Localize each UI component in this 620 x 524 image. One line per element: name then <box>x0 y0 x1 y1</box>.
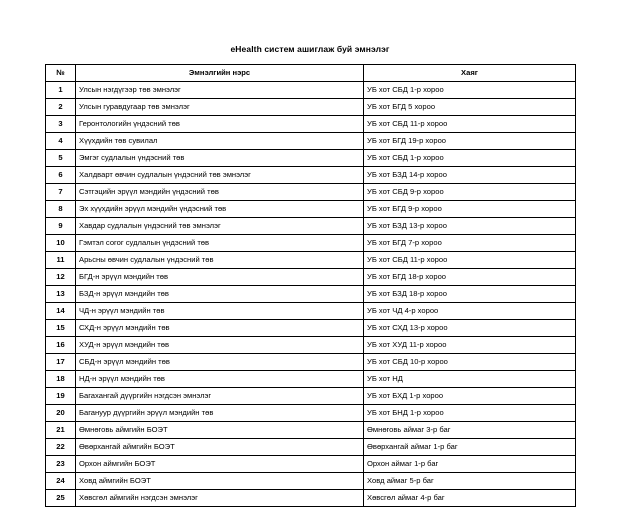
cell-number: 3 <box>46 116 76 133</box>
cell-address: УБ хот БГД 5 хороо <box>364 99 576 116</box>
cell-number: 5 <box>46 150 76 167</box>
cell-address: УБ хот БГД 19-р хороо <box>364 133 576 150</box>
cell-address: УБ хот БЗД 14-р хороо <box>364 167 576 184</box>
cell-number: 10 <box>46 235 76 252</box>
cell-number: 21 <box>46 422 76 439</box>
cell-address: УБ хот СБД 1-р хороо <box>364 150 576 167</box>
cell-address: УБ хот СБД 9-р хороо <box>364 184 576 201</box>
cell-hospital-name: Улсын гуравдугаар төв эмнэлэг <box>76 99 364 116</box>
cell-hospital-name: ЧД-н эрүүл мэндийн төв <box>76 303 364 320</box>
cell-number: 6 <box>46 167 76 184</box>
table-row <box>46 371 576 388</box>
table-row <box>46 167 576 184</box>
cell-hospital-name: Хөвсгөл аймгийн нэгдсэн эмнэлэг <box>76 490 364 507</box>
cell-number: 12 <box>46 269 76 286</box>
table-row <box>46 388 576 405</box>
cell-address: УБ хот ЧД 4-р хороо <box>364 303 576 320</box>
cell-address: УБ хот СБД 10-р хороо <box>364 354 576 371</box>
cell-address: Өмнөговь аймаг 3-р баг <box>364 422 576 439</box>
cell-hospital-name: СХД-н эрүүл мэндийн төв <box>76 320 364 337</box>
table-row <box>46 184 576 201</box>
cell-hospital-name: Халдварт өвчин судлалын үндэсний төв эмнэлэг <box>76 167 364 184</box>
document-page <box>0 44 620 524</box>
cell-number: 23 <box>46 456 76 473</box>
cell-address: Хөвсгөл аймаг 4-р баг <box>364 490 576 507</box>
cell-address: УБ хот СБД 11-р хороо <box>364 116 576 133</box>
cell-address: Ховд аймаг 5-р баг <box>364 473 576 490</box>
table-row <box>46 116 576 133</box>
cell-number: 18 <box>46 371 76 388</box>
table-header-row <box>46 65 576 82</box>
cell-hospital-name: Эх хүүхдийн эрүүл мэндийн үндэсний төв <box>76 201 364 218</box>
cell-number: 20 <box>46 405 76 422</box>
cell-number: 9 <box>46 218 76 235</box>
cell-hospital-name: БГД-н эрүүл мэндийн төв <box>76 269 364 286</box>
table-row <box>46 286 576 303</box>
cell-hospital-name: Эмгэг судлалын үндэсний төв <box>76 150 364 167</box>
cell-hospital-name: Орхон аймгийн БОЭТ <box>76 456 364 473</box>
column-header-address: Хаяг <box>364 65 576 82</box>
table-row <box>46 456 576 473</box>
cell-hospital-name: Геронтологийн үндэсний төв <box>76 116 364 133</box>
cell-number: 8 <box>46 201 76 218</box>
cell-hospital-name: Сэтгэцийн эрүүл мэндийн үндэсний төв <box>76 184 364 201</box>
cell-hospital-name: Багахангай дүүргийн нэгдсэн эмнэлэг <box>76 388 364 405</box>
cell-number: 22 <box>46 439 76 456</box>
hospital-table-container <box>45 64 575 507</box>
cell-address: УБ хот СБД 1-р хороо <box>364 82 576 99</box>
page-title: eHealth систем ашиглаж буй эмнэлэг <box>230 44 390 54</box>
cell-number: 14 <box>46 303 76 320</box>
table-row <box>46 473 576 490</box>
cell-number: 15 <box>46 320 76 337</box>
cell-address: УБ хот СХД 13-р хороо <box>364 320 576 337</box>
cell-hospital-name: Өвөрхангай аймгийн БОЭТ <box>76 439 364 456</box>
cell-number: 25 <box>46 490 76 507</box>
table-header <box>46 65 576 82</box>
cell-address: УБ хот БЗД 13-р хороо <box>364 218 576 235</box>
cell-hospital-name: БЗД-н эрүүл мэндийн төв <box>76 286 364 303</box>
table-body <box>46 82 576 507</box>
cell-hospital-name: Багануур дүүргийн эрүүл мэндийн төв <box>76 405 364 422</box>
cell-number: 19 <box>46 388 76 405</box>
cell-number: 11 <box>46 252 76 269</box>
table-row <box>46 133 576 150</box>
cell-number: 2 <box>46 99 76 116</box>
cell-number: 1 <box>46 82 76 99</box>
cell-number: 17 <box>46 354 76 371</box>
cell-hospital-name: Хавдар судлалын үндэсний төв эмнэлэг <box>76 218 364 235</box>
cell-address: УБ хот НД <box>364 371 576 388</box>
cell-hospital-name: ХУД-н эрүүл мэндийн төв <box>76 337 364 354</box>
table-row <box>46 150 576 167</box>
cell-hospital-name: Гэмтэл согог судлалын үндэсний төв <box>76 235 364 252</box>
cell-hospital-name: СБД-н эрүүл мэндийн төв <box>76 354 364 371</box>
column-header-hospital-name: Эмнэлгийн нэрс <box>76 65 364 82</box>
cell-address: УБ хот БХД 1-р хороо <box>364 388 576 405</box>
table-row <box>46 252 576 269</box>
cell-hospital-name: Арьсны өвчин судлалын үндэсний төв <box>76 252 364 269</box>
cell-address: УБ хот БГД 18-р хороо <box>364 269 576 286</box>
cell-number: 4 <box>46 133 76 150</box>
table-row <box>46 320 576 337</box>
cell-address: УБ хот СБД 11-р хороо <box>364 252 576 269</box>
table-row <box>46 337 576 354</box>
cell-address: Өвөрхангай аймаг 1-р баг <box>364 439 576 456</box>
table-row <box>46 235 576 252</box>
table-row <box>46 269 576 286</box>
hospital-table <box>45 64 576 507</box>
cell-number: 24 <box>46 473 76 490</box>
cell-hospital-name: НД-н эрүүл мэндийн төв <box>76 371 364 388</box>
cell-address: УБ хот БГД 9-р хороо <box>364 201 576 218</box>
cell-hospital-name: Өмнөговь аймгийн БОЭТ <box>76 422 364 439</box>
cell-address: УБ хот БЗД 18-р хороо <box>364 286 576 303</box>
cell-hospital-name: Хүүхдийн төв сувилал <box>76 133 364 150</box>
table-row <box>46 82 576 99</box>
cell-address: УБ хот ХУД 11-р хороо <box>364 337 576 354</box>
table-row <box>46 439 576 456</box>
cell-number: 7 <box>46 184 76 201</box>
cell-address: УБ хот БГД 7-р хороо <box>364 235 576 252</box>
table-row <box>46 218 576 235</box>
table-row <box>46 405 576 422</box>
cell-address: УБ хот БНД 1-р хороо <box>364 405 576 422</box>
table-row <box>46 354 576 371</box>
table-row <box>46 490 576 507</box>
column-header-number: № <box>46 65 76 82</box>
table-row <box>46 99 576 116</box>
table-row <box>46 303 576 320</box>
table-row <box>46 201 576 218</box>
table-row <box>46 422 576 439</box>
cell-number: 16 <box>46 337 76 354</box>
cell-address: Орхон аймаг 1-р баг <box>364 456 576 473</box>
cell-number: 13 <box>46 286 76 303</box>
cell-hospital-name: Улсын нэгдүгээр төв эмнэлэг <box>76 82 364 99</box>
cell-hospital-name: Ховд аймгийн БОЭТ <box>76 473 364 490</box>
